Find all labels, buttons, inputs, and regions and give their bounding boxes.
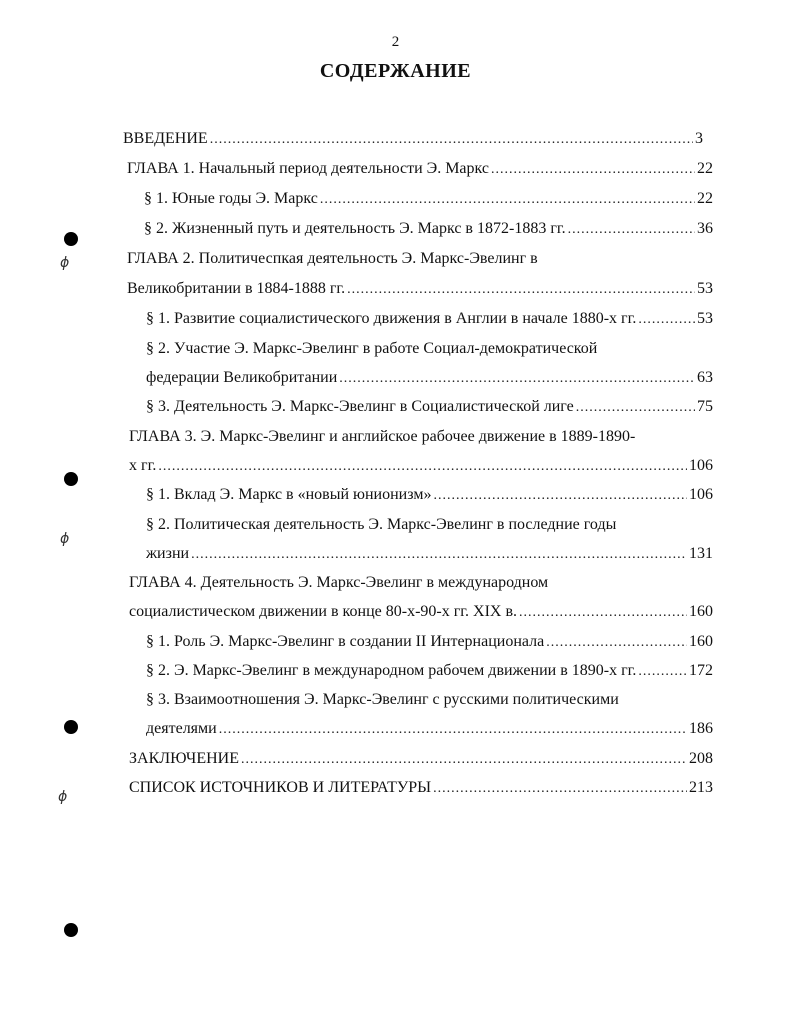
toc-entry-page: 53 <box>697 280 713 297</box>
punch-hole <box>64 232 78 246</box>
toc-entry-text: § 2. Э. Маркс-Эвелинг в международном рабочем движении в 1890-х гг. <box>146 662 637 679</box>
toc-leader <box>433 485 687 506</box>
toc-leader <box>519 602 687 623</box>
toc-leader <box>433 778 687 799</box>
toc-leader <box>638 309 695 330</box>
toc-entry-text: § 1. Юные годы Э. Маркс <box>144 190 318 207</box>
toc-entry-text: § 2. Жизненный путь и деятельность Э. Маркс в 1872-1883 гг. <box>144 220 566 237</box>
toc-entry <box>144 218 713 240</box>
toc-entry-text: жизни <box>146 545 190 562</box>
toc-entry <box>129 601 713 623</box>
toc-entry-text: ГЛАВА 3. Э. Маркс-Эвелинг и английское рабочее движение в 1889-1890- <box>129 428 636 445</box>
toc-leader <box>158 456 687 477</box>
toc-entry <box>129 455 713 477</box>
toc-entry <box>146 367 713 389</box>
toc-entry-page: 106 <box>689 457 713 474</box>
toc-entry-page: 208 <box>689 750 713 767</box>
margin-mark: ϕ <box>60 531 70 547</box>
toc-entry-text: § 1. Вклад Э. Маркс в «новый юнионизм» <box>146 486 432 503</box>
toc-entry-page: 53 <box>697 310 713 327</box>
toc-entry-text: ГЛАВА 4. Деятельность Э. Маркс-Эвелинг в международном <box>129 574 549 591</box>
toc-entry <box>146 718 713 740</box>
toc-entry-page: 106 <box>689 486 713 503</box>
toc-entry-text: ВВЕДЕНИЕ <box>123 130 208 147</box>
toc-entry <box>144 188 713 210</box>
toc-entry-text: § 1. Развитие социалистического движения в Англии в начале 1880-х гг. <box>146 310 637 327</box>
toc-leader <box>576 397 695 418</box>
toc-entry <box>146 543 713 565</box>
toc-entry <box>129 572 548 594</box>
toc-entry-page: 22 <box>697 160 713 177</box>
toc-leader <box>491 159 695 180</box>
toc-entry-text: § 2. Участие Э. Маркс-Эвелинг в работе Социал-демократической <box>146 340 598 357</box>
toc-entry-text: ГЛАВА 2. Политичеспкая деятельность Э. Маркс-Эвелинг в <box>127 250 538 267</box>
toc-entry-text: § 1. Роль Э. Маркс-Эвелинг в создании II Интернационала <box>146 633 545 650</box>
toc-leader <box>320 189 695 210</box>
toc-entry-page: 213 <box>689 779 713 796</box>
toc-entry <box>146 396 713 418</box>
toc-entry <box>146 660 713 682</box>
toc-entry-text: § 3. Деятельность Э. Маркс-Эвелинг в Социалистической лиге <box>146 398 574 415</box>
toc-leader <box>339 368 695 389</box>
toc-entry-text: деятелями <box>146 720 217 737</box>
margin-mark: ϕ <box>58 789 68 805</box>
toc-entry-text: ГЛАВА 1. Начальный период деятельности Э. Маркс <box>127 160 489 177</box>
toc-entry-text: § 2. Политическая деятельность Э. Маркс-Эвелинг в последние годы <box>146 516 617 533</box>
toc-entry <box>129 748 713 770</box>
toc-entry <box>146 308 713 330</box>
page-number: 2 <box>391 34 400 50</box>
punch-hole <box>64 720 78 734</box>
toc-leader <box>210 129 693 150</box>
toc-entry-text: федерации Великобритании <box>146 369 338 386</box>
toc-entry <box>127 158 713 180</box>
toc-entry-page: 36 <box>697 220 713 237</box>
toc-leader <box>546 632 687 653</box>
toc-entry-text: х гг. <box>129 457 157 474</box>
toc-leader <box>241 749 687 770</box>
toc-entry <box>129 777 713 799</box>
toc-entry <box>127 248 538 270</box>
punch-hole <box>64 472 78 486</box>
toc-entry <box>127 278 713 300</box>
punch-hole <box>64 923 78 937</box>
toc-entry-text: Великобритании в 1884-1888 гг. <box>127 280 346 297</box>
toc-entry-page: 160 <box>689 633 713 650</box>
toc-entry-text: ЗАКЛЮЧЕНИЕ <box>129 750 239 767</box>
toc-entry <box>129 426 635 448</box>
toc-entry-page: 172 <box>689 662 713 679</box>
toc-leader <box>219 719 687 740</box>
toc-leader <box>568 219 695 240</box>
toc-leader <box>638 661 687 682</box>
toc-entry <box>146 631 713 653</box>
toc-leader <box>347 279 695 300</box>
toc-entry-page: 63 <box>697 369 713 386</box>
toc-entry-page: 186 <box>689 720 713 737</box>
page-title: СОДЕРЖАНИЕ <box>319 60 472 82</box>
toc-entry-page: 131 <box>689 545 713 562</box>
toc-entry-page: 160 <box>689 603 713 620</box>
toc-entry <box>146 689 619 711</box>
toc-entry <box>123 128 703 150</box>
toc-entry-text: СПИСОК ИСТОЧНИКОВ И ЛИТЕРАТУРЫ <box>129 779 432 796</box>
toc-entry-page: 22 <box>697 190 713 207</box>
toc-entry <box>146 514 616 536</box>
toc-entry <box>146 484 713 506</box>
toc-entry-text: социалистическом движении в конце 80-х-90-х гг. XIX в. <box>129 603 518 620</box>
toc-entry <box>146 338 597 360</box>
toc-leader <box>191 544 687 565</box>
toc-entry-page: 3 <box>695 130 703 147</box>
margin-mark: ϕ <box>60 255 70 271</box>
toc-entry-text: § 3. Взаимоотношения Э. Маркс-Эвелинг с русскими политическими <box>146 691 619 708</box>
toc-entry-page: 75 <box>697 398 713 415</box>
